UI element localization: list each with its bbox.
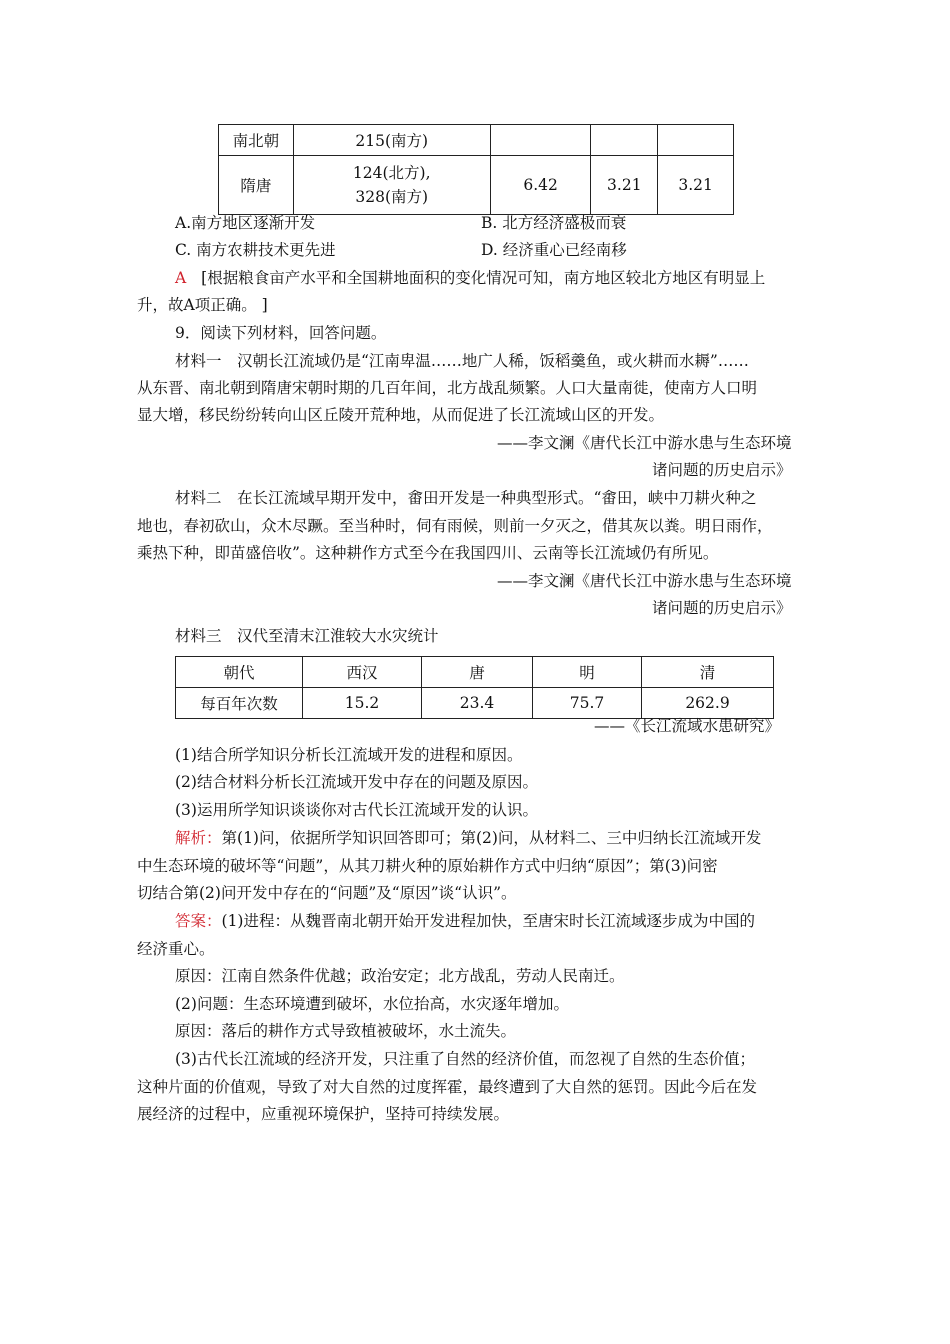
- analysis-line: [175, 828, 761, 848]
- sub-question-3: (3)运用所学知识谈谈你对古代长江流域开发的认识。: [175, 801, 538, 819]
- material-2-line: 材料二 在长江流域早期开发中，畬田开发是一种典型形式。“畬田，峡中刀耕火种之: [175, 489, 757, 507]
- table-cell: [591, 125, 658, 156]
- answer-label: 答案：: [175, 912, 222, 930]
- table-row: [176, 657, 774, 688]
- table-row: [176, 688, 774, 719]
- answer-line: [175, 911, 755, 931]
- grain-table: [218, 124, 734, 215]
- analysis-line: 中生态环境的破坏等“问题”，从其刀耕火种的原始耕作方式中归纳“原因”；第(3)问密: [137, 857, 718, 875]
- answer-line: 原因：落后的耕作方式导致植被破坏，水土流失。: [175, 1022, 517, 1040]
- table-header: 明: [533, 657, 642, 688]
- table-header: 西汉: [303, 657, 422, 688]
- question-stem: 9．阅读下列材料，回答问题。: [175, 324, 387, 342]
- answer-line: 经济重心。: [137, 940, 215, 958]
- q8-explanation-line: [175, 268, 765, 288]
- answer-letter: A: [175, 269, 187, 287]
- table-header: 清: [642, 657, 774, 688]
- material-2-line: 地也，春初砍山，众木尽蹶。至当种时，伺有雨候，则前一夕灭之，借其灰以粪。明日雨作，: [137, 517, 773, 535]
- sub-question-1: (1)结合所学知识分析长江流域开发的进程和原因。: [175, 746, 523, 764]
- table-cell: 75.7: [533, 688, 642, 719]
- table-row: [219, 125, 734, 156]
- table-cell: [293, 156, 490, 215]
- material-1-line: 从东晋、南北朝到隋唐宋朝时期的几百年间，北方战乱频繁。人口大量南徙，使南方人口明: [137, 379, 758, 397]
- material-2-source: ——李文澜《唐代长江中游水患与生态环境: [497, 572, 792, 590]
- analysis-text: 第(1)问，依据所学知识回答即可；第(2)问，从材料二、三中归纳长江流域开发: [221, 829, 762, 847]
- analysis-label: 解析：: [175, 829, 222, 847]
- answer-text: (1)进程：从魏晋南北朝开始开发进程加快，至唐宋时长江流域逐步成为中国的: [221, 912, 755, 930]
- table-cell: 15.2: [303, 688, 422, 719]
- table-cell: 6.42: [490, 156, 591, 215]
- material-1-line: 材料一 汉朝长江流域仍是“江南卑温……地广人稀，饭稻羹鱼，或火耕而水耨”……: [175, 352, 749, 370]
- table-cell-line: 124(北方),: [352, 164, 431, 182]
- table-header: 朝代: [176, 657, 303, 688]
- q8-explanation-line-2: 升，故A项正确。 ]: [137, 296, 268, 314]
- material-1-line: 显大增，移民纷纷转向山区丘陵开荒种地，从而促进了长江流域山区的开发。: [137, 406, 665, 424]
- table-row: [219, 156, 734, 215]
- answer-line: 这种片面的价值观，导致了对大自然的过度挥霍，最终遭到了大自然的惩罚。因此今后在发: [137, 1078, 758, 1096]
- material-1-source: 诸问题的历史启示》: [652, 461, 792, 479]
- material-1-source: ——李文澜《唐代长江中游水患与生态环境: [497, 434, 792, 452]
- analysis-line: 切结合第(2)问开发中存在的“问题”及“原因”谈“认识”。: [137, 884, 517, 902]
- material-3-title: 材料三 汉代至清末江淮较大水灾统计: [175, 627, 439, 645]
- table-cell: 262.9: [642, 688, 774, 719]
- option-c: C. 南方农耕技术更先进: [175, 241, 336, 259]
- answer-line: 原因：江南自然条件优越；政治安定；北方战乱，劳动人民南迁。: [175, 967, 625, 985]
- answer-line: (3)古代长江流域的经济开发，只注重了自然的经济价值，而忽视了自然的生态价值；: [175, 1050, 755, 1068]
- answer-line: 展经济的过程中，应重视环境保护，坚持可持续发展。: [137, 1105, 510, 1123]
- answer-line: (2)问题：生态环境遭到破坏，水位抬高，水灾逐年增加。: [175, 995, 569, 1013]
- table-cell: 23.4: [422, 688, 533, 719]
- table-cell-line: 328(南方): [355, 188, 429, 206]
- sub-question-2: (2)结合材料分析长江流域开发中存在的问题及原因。: [175, 773, 538, 791]
- option-b: B. 北方经济盛极而衰: [481, 214, 627, 232]
- table-cell: [658, 125, 734, 156]
- table-cell: 隋唐: [219, 156, 294, 215]
- material-3-source: ——《长江流域水患研究》: [594, 717, 781, 735]
- material-2-line: 乘热下种，即苗盛倍收”。这种耕作方式至今在我国四川、云南等长江流域仍有所见。: [137, 544, 719, 562]
- table-cell: 每百年次数: [176, 688, 303, 719]
- table-cell: 3.21: [658, 156, 734, 215]
- material-2-source: 诸问题的历史启示》: [652, 599, 792, 617]
- option-d: D. 经济重心已经南移: [481, 241, 627, 259]
- explanation-text: [根据粮食亩产水平和全国耕地面积的变化情况可知，南方地区较北方地区有明显上: [201, 269, 766, 287]
- table-header: 唐: [422, 657, 533, 688]
- flood-table: [175, 656, 774, 719]
- table-cell: [490, 125, 591, 156]
- option-a: A.南方地区逐渐开发: [175, 214, 316, 232]
- table-cell: 南北朝: [219, 125, 294, 156]
- table-cell: 215(南方): [293, 125, 490, 156]
- table-cell: 3.21: [591, 156, 658, 215]
